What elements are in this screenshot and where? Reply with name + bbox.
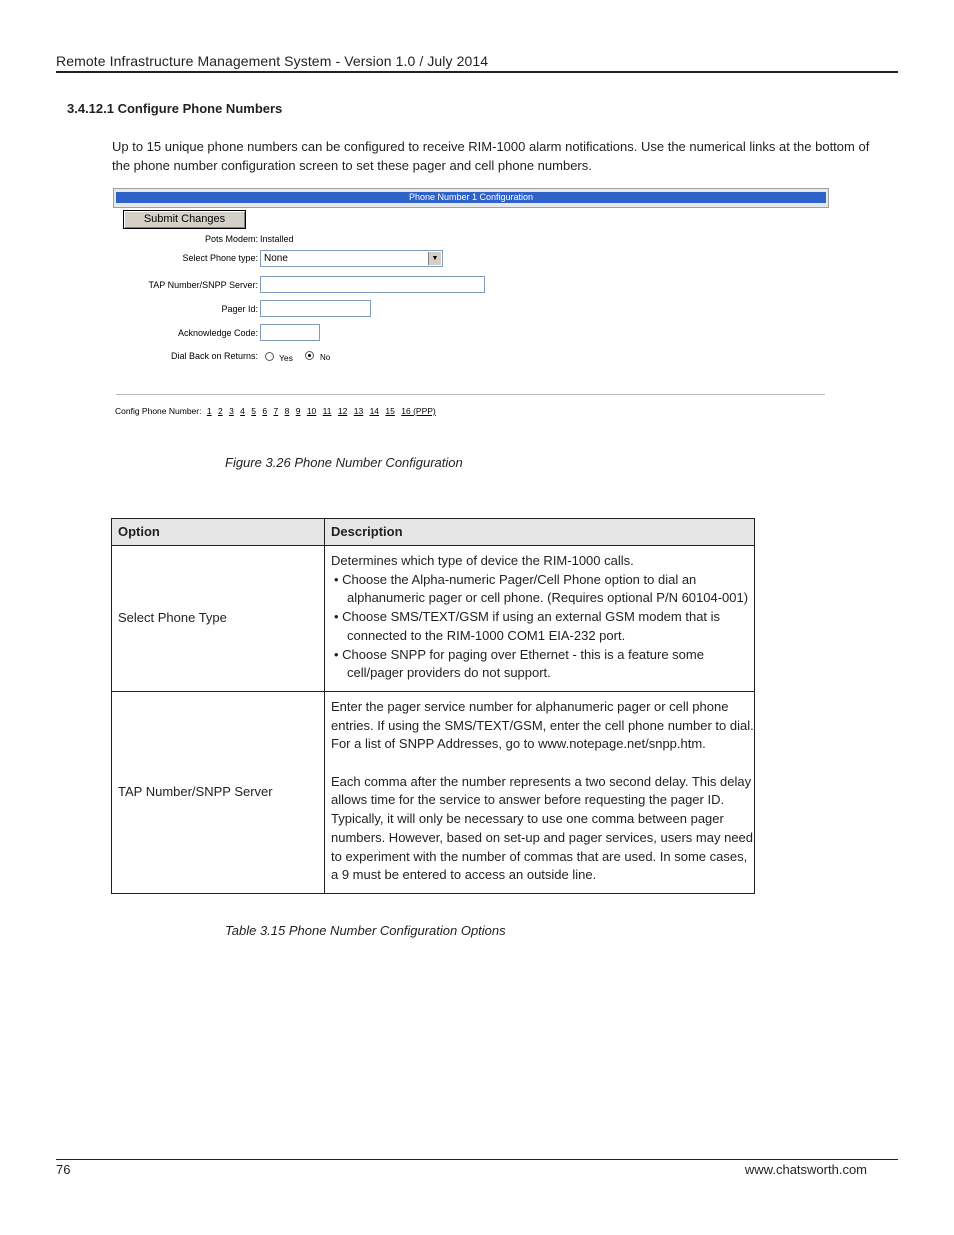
config-link-12[interactable]: 12 bbox=[337, 406, 348, 416]
dial-back-no-label: No bbox=[320, 353, 331, 362]
phone-config-figure bbox=[113, 188, 830, 423]
config-link-14[interactable]: 14 bbox=[369, 406, 380, 416]
option-cell: TAP Number/SNPP Server bbox=[112, 691, 325, 893]
config-link-3[interactable]: 3 bbox=[229, 406, 234, 416]
column-header-description: Description bbox=[325, 519, 755, 546]
config-link-5[interactable]: 5 bbox=[251, 406, 257, 416]
phone-type-label: Select Phone type: bbox=[182, 253, 258, 263]
table-header-row bbox=[112, 519, 755, 546]
pager-id-input[interactable] bbox=[260, 300, 371, 317]
acknowledge-code-input[interactable] bbox=[260, 324, 320, 341]
config-link-9[interactable]: 9 bbox=[295, 406, 301, 416]
form-divider bbox=[116, 394, 825, 395]
pager-id-label: Pager Id: bbox=[221, 304, 258, 314]
page-number: 76 bbox=[56, 1162, 71, 1177]
window-frame bbox=[113, 188, 829, 208]
dial-back-yes-radio[interactable] bbox=[265, 352, 274, 361]
radio-selected-dot bbox=[308, 354, 311, 357]
description-paragraph: Enter the pager service number for alphanumeric pager or cell phone entries. If using the SMS/TEXT/GSM, enter the cell phone number to dial. For a list of SNPP Addresses, go to www.notepage.net/snpp.htm. bbox=[331, 698, 754, 752]
tap-number-label: TAP Number/SNPP Server: bbox=[148, 280, 258, 290]
bullet-item: • Choose SNPP for paging over Ethernet - this is a feature some cell/pager providers do not support. bbox=[331, 646, 754, 683]
figure-caption: Figure 3.26 Phone Number Configuration bbox=[225, 455, 463, 470]
running-header: Remote Infrastructure Management System - Version 1.0 / July 2014 bbox=[56, 53, 489, 69]
dial-back-label: Dial Back on Returns: bbox=[170, 351, 258, 361]
submit-changes-button[interactable]: Submit Changes bbox=[123, 210, 246, 229]
tap-number-input[interactable] bbox=[260, 276, 485, 293]
config-link-1[interactable]: 1 bbox=[206, 406, 212, 416]
config-link-2[interactable]: 2 bbox=[217, 406, 223, 416]
option-cell: Select Phone Type bbox=[112, 546, 325, 692]
config-link-8[interactable]: 8 bbox=[284, 406, 290, 416]
config-link-10[interactable]: 10 bbox=[306, 406, 317, 416]
description-cell bbox=[325, 691, 755, 893]
description-paragraph: Each comma after the number represents a two second delay. This delay allows time for the service to answer before requesting the pager ID. Typically, it will only be necessary to use one comma between pager numbers. However, based on set-up and pager services, users may need to experiment with the number of commas that are used. In some cases, a 9 must be entered to access an outside line. bbox=[331, 773, 754, 883]
intro-paragraph: Up to 15 unique phone numbers can be configured to receive RIM-1000 alarm notifications. Use the numerical links at the bottom of the phone number configuration screen to set these pager and cell phone numbers. bbox=[112, 139, 870, 173]
config-link-13[interactable]: 13 bbox=[353, 406, 364, 416]
bullet-item: • Choose the Alpha-numeric Pager/Cell Phone option to dial an alphanumeric pager or cell phone. (Requires optional P/N 60104-001) bbox=[331, 571, 754, 608]
header-rule bbox=[56, 71, 898, 73]
phone-type-selected-value: None bbox=[264, 253, 288, 264]
bullet-item: • Choose SMS/TEXT/GSM if using an external GSM modem that is connected to the RIM-1000 COM1 EIA-232 port. bbox=[331, 608, 754, 645]
description-bullets bbox=[331, 571, 754, 683]
options-table bbox=[111, 518, 755, 894]
column-header-option: Option bbox=[112, 519, 325, 546]
config-link-16-ppp[interactable]: 16 (PPP) bbox=[401, 406, 436, 416]
footer-url: www.chatsworth.com bbox=[744, 1162, 867, 1177]
config-link-7[interactable]: 7 bbox=[273, 406, 279, 416]
footer-rule bbox=[56, 1159, 898, 1160]
phone-type-select[interactable] bbox=[260, 250, 443, 267]
section-heading: 3.4.12.1 Configure Phone Numbers bbox=[67, 101, 283, 116]
config-phone-number-label: Config Phone Number: bbox=[115, 406, 202, 416]
config-phone-number-nav bbox=[115, 406, 436, 416]
config-link-15[interactable]: 15 bbox=[385, 406, 395, 416]
description-cell bbox=[325, 546, 755, 692]
dial-back-yes-label: Yes bbox=[279, 353, 293, 363]
pots-modem-value: Installed bbox=[260, 234, 294, 244]
window-title: Phone Number 1 Configuration bbox=[116, 192, 826, 203]
table-caption: Table 3.15 Phone Number Configuration Options bbox=[225, 923, 506, 938]
table-row bbox=[112, 691, 755, 893]
dial-back-no-radio[interactable] bbox=[305, 351, 314, 360]
config-link-11[interactable]: 11 bbox=[322, 406, 332, 416]
description-intro: Determines which type of device the RIM-1000 calls. bbox=[331, 553, 634, 568]
table-row bbox=[112, 546, 755, 692]
chevron-down-icon[interactable]: ▼ bbox=[428, 252, 441, 265]
pots-modem-label: Pots Modem: bbox=[204, 234, 258, 244]
acknowledge-code-label: Acknowledge Code: bbox=[177, 328, 258, 338]
config-link-6[interactable]: 6 bbox=[262, 406, 268, 416]
config-link-4[interactable]: 4 bbox=[240, 406, 245, 416]
